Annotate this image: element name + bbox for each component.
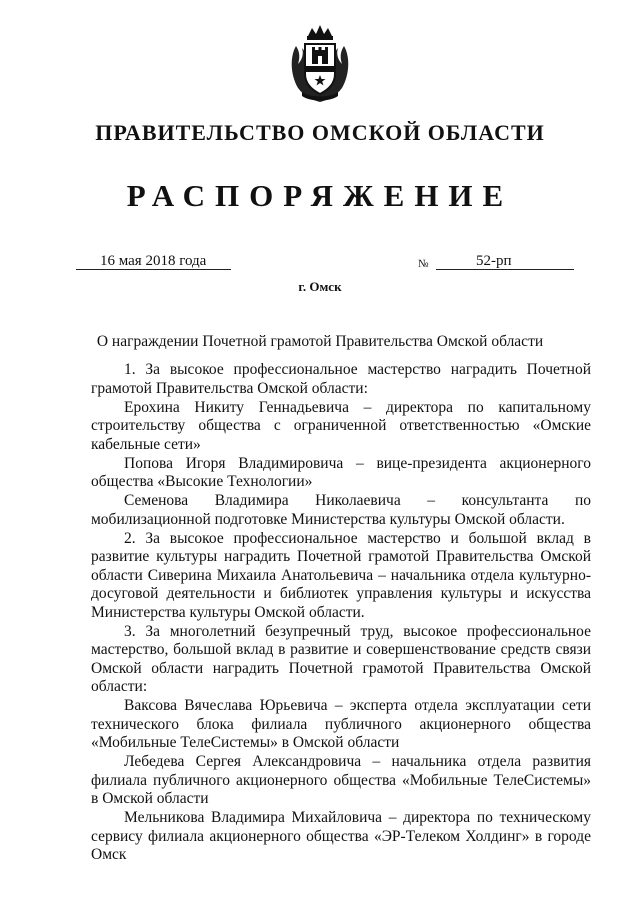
number-label: № (418, 258, 429, 270)
document-date: 16 мая 2018 года (100, 253, 207, 269)
paragraph-2: 2. За высокое профессиональное мастерство и большой вклад в развитие культуры наградить Почетной грамотой Правительства Омской области Сиверина Михаила Анатольевича – начальника отдела культурно-досуговой деятельности и библиотек управления культуры и искусства Министерства культуры Омской области. (91, 529, 591, 621)
document-subject: О награждении Почетной грамотой Правительства Омской области (96, 333, 544, 350)
paragraph-1: 1. За высокое профессиональное мастерство наградить Почетной грамотой Правительства Омской области: (91, 361, 591, 397)
date-underline (76, 269, 231, 270)
city-line: г. Омск (298, 279, 342, 294)
coat-of-arms-emblem (288, 22, 352, 106)
award-recipient: Ваксова Вячеслава Юрьевича – эксперта отдела эксплуатации сети технического блока филиала публичного акционерного общества «Мобильные ТелеСистемы» в Омской области (91, 697, 591, 751)
award-recipient: Семенова Владимира Николаевича – консультанта по мобилизационной подготовке Министерства культуры Омской области. (91, 492, 591, 528)
date-field (76, 252, 231, 272)
award-recipient: Лебедева Сергея Александровича – начальника отдела развития филиала публичного акционерного общества «Мобильные ТелеСистемы» в Омской области (91, 753, 591, 807)
award-recipient: Попова Игоря Владимировича – вице-президента акционерного общества «Высокие Технологии» (91, 454, 591, 490)
paragraph-3: 3. За многолетний безупречный труд, высокое профессиональное мастерство, большой вклад в развитие и совершенствование средств связи Омской области наградить Почетной грамотой Правительства Омской области: (91, 622, 591, 695)
number-underline (436, 269, 574, 270)
document-number: 52-рп (476, 253, 512, 269)
award-recipient: Мельникова Владимира Михайловича – директора по техническому сервису филиала акционерного общества «ЭР-Телеком Холдинг» в городе Омск (91, 809, 591, 863)
organization-title: ПРАВИТЕЛЬСТВО ОМСКОЙ ОБЛАСТИ (95, 120, 545, 145)
document-type-heading: РАСПОРЯЖЕНИЕ (126, 178, 514, 213)
document-body (91, 361, 591, 865)
number-field (436, 252, 574, 272)
award-recipient: Ерохина Никиту Геннадьевича – директора по капитальному строительству общества с ограниченной ответственностью «Омские кабельные сети» (91, 398, 591, 453)
